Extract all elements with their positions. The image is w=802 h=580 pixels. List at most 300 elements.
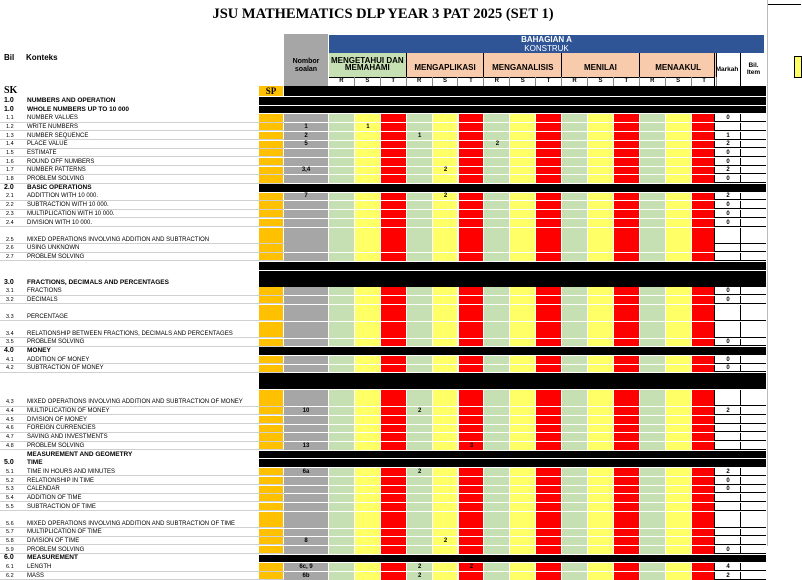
construct-value: 2 <box>495 141 500 148</box>
construct-cell <box>614 529 639 537</box>
section-number: 3.0 <box>4 278 14 286</box>
section-row <box>0 555 766 563</box>
construct-cell <box>640 442 665 450</box>
table-row <box>0 114 766 122</box>
table-row <box>0 193 766 201</box>
item-text: PERCENTAGE <box>27 313 68 320</box>
item-number: 2.6 <box>6 245 14 252</box>
construct-cell <box>536 253 561 261</box>
table-row <box>0 365 766 373</box>
construct-cell <box>355 149 380 157</box>
construct-cell <box>459 123 484 131</box>
construct-cell <box>562 407 587 415</box>
table-row <box>0 175 766 183</box>
construct-cell <box>433 244 458 252</box>
markah-value: 0 <box>726 158 730 165</box>
item-text: RELATIONSHIP IN TIME <box>27 477 95 484</box>
soalan-cell <box>284 149 328 157</box>
construct-cell <box>666 416 691 424</box>
construct-cell <box>536 201 561 209</box>
construct-header: MENGETAHUI DAN MEMAHAMI <box>329 53 407 77</box>
construct-cell <box>329 425 354 433</box>
table-row <box>0 219 766 227</box>
construct-cell <box>484 149 509 157</box>
construct-cell <box>355 390 380 406</box>
markah-value: 0 <box>726 176 730 183</box>
construct-cell <box>355 494 380 502</box>
construct-cell <box>510 356 535 364</box>
construct-cell <box>407 486 432 494</box>
construct-cell <box>433 503 458 511</box>
item-number: 2.1 <box>6 193 14 200</box>
construct-cell <box>640 322 665 338</box>
construct-cell <box>666 228 691 244</box>
construct-cell <box>459 468 484 476</box>
adjacent-yellow-cell <box>794 56 802 78</box>
markah-cell-divider <box>740 132 741 140</box>
construct-cell <box>329 296 354 304</box>
construct-cell <box>692 339 717 347</box>
construct-cell <box>407 529 432 537</box>
construct-cell <box>329 365 354 373</box>
construct-cell <box>433 149 458 157</box>
item-text: SUBTRACTION OF TIME <box>27 503 96 510</box>
item-number: 1.7 <box>6 167 14 174</box>
construct-cell <box>640 433 665 441</box>
construct-cell <box>433 486 458 494</box>
construct-cell <box>562 442 587 450</box>
construct-cell <box>614 433 639 441</box>
construct-cell <box>459 572 484 580</box>
construct-cell <box>484 201 509 209</box>
construct-cell <box>459 149 484 157</box>
markah-value: 2 <box>726 141 730 148</box>
construct-cell <box>381 365 406 373</box>
construct-cell <box>329 132 354 140</box>
construct-cell <box>484 477 509 485</box>
construct-cell <box>614 477 639 485</box>
construct-cell <box>329 390 354 406</box>
item-number: 2.7 <box>6 253 14 260</box>
construct-cell <box>562 512 587 528</box>
table-row <box>0 546 766 554</box>
construct-cell <box>614 253 639 261</box>
construct-cell <box>433 356 458 364</box>
rst-header-cell: S <box>588 77 614 86</box>
construct-cell <box>329 477 354 485</box>
rst-header-cell: S <box>355 77 381 86</box>
construct-cell <box>666 287 691 295</box>
construct-cell <box>510 253 535 261</box>
construct-cell <box>381 486 406 494</box>
construct-value: 2 <box>443 193 448 200</box>
table-row <box>0 442 766 450</box>
construct-cell <box>666 210 691 218</box>
construct-cell <box>381 356 406 364</box>
construct-cell <box>329 201 354 209</box>
construct-cell <box>355 563 380 571</box>
construct-cell <box>459 407 484 415</box>
construct-cell <box>666 322 691 338</box>
construct-cell <box>329 175 354 183</box>
construct-cell <box>484 322 509 338</box>
construct-cell <box>536 244 561 252</box>
item-number: 2.2 <box>6 202 14 209</box>
item-text: USING UNKNOWN <box>27 245 80 252</box>
markah-cell-divider <box>740 407 741 415</box>
construct-cell <box>692 305 717 321</box>
construct-cell <box>510 494 535 502</box>
construct-cell <box>381 494 406 502</box>
construct-cell <box>692 512 717 528</box>
section-band <box>259 373 766 389</box>
construct-cell <box>459 322 484 338</box>
construct-cell <box>692 442 717 450</box>
construct-cell <box>588 433 613 441</box>
construct-cell <box>666 537 691 545</box>
construct-cell <box>614 244 639 252</box>
construct-cell <box>666 425 691 433</box>
markah-cell-divider <box>740 253 741 261</box>
construct-cell <box>692 322 717 338</box>
construct-cell <box>329 442 354 450</box>
soalan-cell <box>284 529 328 537</box>
section-number: 5.0 <box>4 459 14 467</box>
sp-cell <box>259 228 283 244</box>
rst-header-cell: R <box>640 77 666 86</box>
construct-cell <box>614 468 639 476</box>
table-row <box>0 253 766 261</box>
construct-cell <box>640 486 665 494</box>
markah-value: 0 <box>726 356 730 363</box>
construct-cell <box>562 244 587 252</box>
construct-cell <box>692 193 717 201</box>
construct-cell <box>433 141 458 149</box>
construct-cell <box>433 114 458 122</box>
construct-cell <box>381 477 406 485</box>
construct-cell <box>614 132 639 140</box>
construct-cell <box>562 563 587 571</box>
construct-cell <box>459 503 484 511</box>
construct-cell <box>433 416 458 424</box>
construct-cell <box>640 175 665 183</box>
construct-cell <box>536 433 561 441</box>
construct-cell <box>459 486 484 494</box>
construct-cell <box>562 572 587 580</box>
construct-cell <box>510 529 535 537</box>
construct-cell <box>407 425 432 433</box>
item-number: 5.9 <box>6 546 14 553</box>
section-row <box>0 184 766 192</box>
markah-cell-divider <box>740 149 741 157</box>
sp-label: SP <box>259 86 283 96</box>
soalan-cell <box>284 210 328 218</box>
construct-cell <box>381 512 406 528</box>
table-row <box>0 477 766 485</box>
section-title: FRACTIONS, DECIMALS AND PERCENTAGES <box>27 278 169 286</box>
construct-cell <box>536 305 561 321</box>
construct-cell <box>536 503 561 511</box>
construct-cell <box>484 356 509 364</box>
table-row <box>0 287 766 295</box>
construct-value: 2 <box>443 537 448 544</box>
construct-cell <box>562 494 587 502</box>
construct-cell <box>433 175 458 183</box>
construct-cell <box>536 407 561 415</box>
construct-cell <box>459 167 484 175</box>
markah-cell-divider <box>740 175 741 183</box>
construct-cell <box>484 305 509 321</box>
construct-cell <box>588 407 613 415</box>
soalan-value: 7 <box>304 193 308 200</box>
soalan-cell <box>284 416 328 424</box>
construct-cell <box>510 486 535 494</box>
construct-cell <box>484 486 509 494</box>
item-text: PROBLEM SOLVING <box>27 546 85 553</box>
construct-cell <box>614 167 639 175</box>
construct-cell <box>433 468 458 476</box>
rst-header-cell: T <box>536 77 562 86</box>
construct-value: 2 <box>418 468 422 475</box>
section-title: MEASUREMENT <box>27 554 78 562</box>
construct-cell <box>459 512 484 528</box>
construct-cell <box>588 529 613 537</box>
construct-cell <box>588 149 613 157</box>
construct-cell <box>510 123 535 131</box>
construct-cell <box>381 219 406 227</box>
section-number: 1.0 <box>4 96 14 104</box>
item-text: PROBLEM SOLVING <box>27 339 85 346</box>
construct-header: MENILAI <box>562 53 640 77</box>
construct-cell <box>381 253 406 261</box>
construct-cell <box>692 167 717 175</box>
section-band <box>259 184 766 192</box>
markah-header: Markah <box>715 66 739 73</box>
construct-cell <box>329 537 354 545</box>
construct-cell <box>614 305 639 321</box>
construct-cell <box>640 305 665 321</box>
construct-cell <box>536 365 561 373</box>
construct-cell <box>640 477 665 485</box>
construct-cell <box>510 433 535 441</box>
construct-cell <box>407 494 432 502</box>
construct-cell <box>329 123 354 131</box>
construct-cell <box>407 296 432 304</box>
construct-cell <box>407 356 432 364</box>
soalan-value: 5 <box>304 141 308 148</box>
construct-cell <box>666 512 691 528</box>
construct-cell <box>640 253 665 261</box>
construct-cell <box>433 296 458 304</box>
item-text: DECIMALS <box>27 296 58 303</box>
construct-cell <box>562 537 587 545</box>
construct-cell <box>614 390 639 406</box>
soalan-cell <box>284 114 328 122</box>
construct-cell <box>640 503 665 511</box>
construct-cell <box>640 287 665 295</box>
sp-cell <box>259 322 283 338</box>
markah-value: 2 <box>726 193 730 200</box>
construct-cell <box>433 529 458 537</box>
markah-cell-divider <box>740 494 741 502</box>
section-title: MEASUREMENT AND GEOMETRY <box>27 450 133 458</box>
item-number: 4.1 <box>6 356 14 363</box>
construct-cell <box>536 494 561 502</box>
section-row <box>0 459 766 467</box>
construct-cell <box>407 365 432 373</box>
construct-cell <box>484 244 509 252</box>
construct-cell <box>666 158 691 166</box>
construct-cell <box>692 537 717 545</box>
construct-cell <box>666 477 691 485</box>
markah-cell-divider <box>740 322 741 338</box>
nombor-soalan-header <box>284 34 328 86</box>
construct-cell <box>355 356 380 364</box>
construct-cell <box>510 572 535 580</box>
construct-cell <box>355 244 380 252</box>
construct-cell <box>614 141 639 149</box>
construct-cell <box>484 390 509 406</box>
markah-cell-divider <box>740 433 741 441</box>
construct-cell <box>510 244 535 252</box>
construct-cell <box>510 132 535 140</box>
construct-cell <box>329 253 354 261</box>
markah-value: 1 <box>726 132 730 139</box>
markah-cell-divider <box>740 572 741 580</box>
construct-cell <box>562 114 587 122</box>
item-number: 2.3 <box>6 210 14 217</box>
construct-cell <box>666 253 691 261</box>
item-number: 5.6 <box>6 520 14 527</box>
construct-cell <box>666 149 691 157</box>
construct-cell <box>692 425 717 433</box>
construct-cell <box>484 339 509 347</box>
construct-cell <box>407 201 432 209</box>
table-row <box>0 244 766 252</box>
construct-cell <box>562 339 587 347</box>
construct-cell <box>381 123 406 131</box>
construct-cell <box>510 296 535 304</box>
item-text: PROBLEM SOLVING <box>27 253 85 260</box>
construct-cell <box>562 132 587 140</box>
construct-cell <box>355 477 380 485</box>
construct-cell <box>536 512 561 528</box>
page-title: JSU MATHEMATICS DLP YEAR 3 PAT 2025 (SET 1) <box>212 6 554 22</box>
item-text: ADDITION OF TIME <box>27 494 82 501</box>
section-number: 1.0 <box>4 105 14 113</box>
construct-cell <box>484 114 509 122</box>
section-band <box>259 262 766 270</box>
item-text: MASS <box>27 572 45 579</box>
construct-cell <box>588 167 613 175</box>
construct-cell <box>381 322 406 338</box>
item-number: 5.3 <box>6 486 14 493</box>
construct-cell <box>433 563 458 571</box>
construct-cell <box>640 244 665 252</box>
construct-cell <box>614 296 639 304</box>
item-text: DIVISION WITH 10 000. <box>27 219 93 226</box>
construct-cell <box>562 529 587 537</box>
table-row <box>0 356 766 364</box>
markah-value: 0 <box>726 210 730 217</box>
table-row <box>0 141 766 149</box>
construct-cell <box>536 468 561 476</box>
construct-cell <box>666 468 691 476</box>
construct-cell <box>407 114 432 122</box>
item-text: TIME IN HOURS AND MINUTES <box>27 468 116 475</box>
construct-cell <box>459 529 484 537</box>
construct-cell <box>407 158 432 166</box>
markah-cell-divider <box>740 425 741 433</box>
construct-cell <box>459 365 484 373</box>
construct-cell <box>614 175 639 183</box>
construct-cell <box>692 546 717 554</box>
construct-cell <box>562 287 587 295</box>
construct-cell <box>433 201 458 209</box>
construct-cell <box>510 322 535 338</box>
construct-cell <box>562 201 587 209</box>
construct-cell <box>666 123 691 131</box>
table-row <box>0 228 766 244</box>
construct-cell <box>433 228 458 244</box>
construct-cell <box>459 546 484 554</box>
item-text: NUMBER PATTERNS <box>27 167 86 174</box>
construct-cell <box>510 407 535 415</box>
construct-cell <box>588 442 613 450</box>
construct-cell <box>614 416 639 424</box>
section-band <box>259 97 766 105</box>
markah-cell-divider <box>740 305 741 321</box>
construct-cell <box>484 365 509 373</box>
item-number: 4.8 <box>6 442 14 449</box>
construct-cell <box>562 219 587 227</box>
markah-value: 0 <box>726 288 730 295</box>
rst-header-cell: R <box>407 77 433 86</box>
construct-cell <box>381 114 406 122</box>
item-number: 3.5 <box>6 339 14 346</box>
table-row <box>0 296 766 304</box>
construct-cell <box>536 390 561 406</box>
construct-cell <box>407 141 432 149</box>
markah-value: 2 <box>726 572 730 579</box>
item-number: 5.5 <box>6 503 14 510</box>
construct-cell <box>484 442 509 450</box>
construct-cell <box>433 339 458 347</box>
soalan-cell <box>284 305 328 321</box>
construct-value: 1 <box>366 123 370 130</box>
item-text: SAVING AND INVESTMENTS <box>27 434 108 441</box>
item-number: 1.5 <box>6 149 14 156</box>
construct-cell <box>588 228 613 244</box>
construct-cell <box>692 468 717 476</box>
construct-cell <box>588 287 613 295</box>
markah-cell-divider <box>740 468 741 476</box>
section-band <box>259 555 766 563</box>
item-number: 1.4 <box>6 141 14 148</box>
item-number: 6.1 <box>6 564 14 571</box>
item-number: 4.2 <box>6 365 14 372</box>
construct-cell <box>381 167 406 175</box>
construct-cell <box>329 546 354 554</box>
construct-cell <box>510 158 535 166</box>
construct-cell <box>459 494 484 502</box>
item-number: 5.2 <box>6 477 14 484</box>
construct-cell <box>614 486 639 494</box>
construct-cell <box>484 175 509 183</box>
construct-cell <box>459 132 484 140</box>
bil-item-header: Bil. Item <box>746 62 761 76</box>
construct-cell <box>536 477 561 485</box>
